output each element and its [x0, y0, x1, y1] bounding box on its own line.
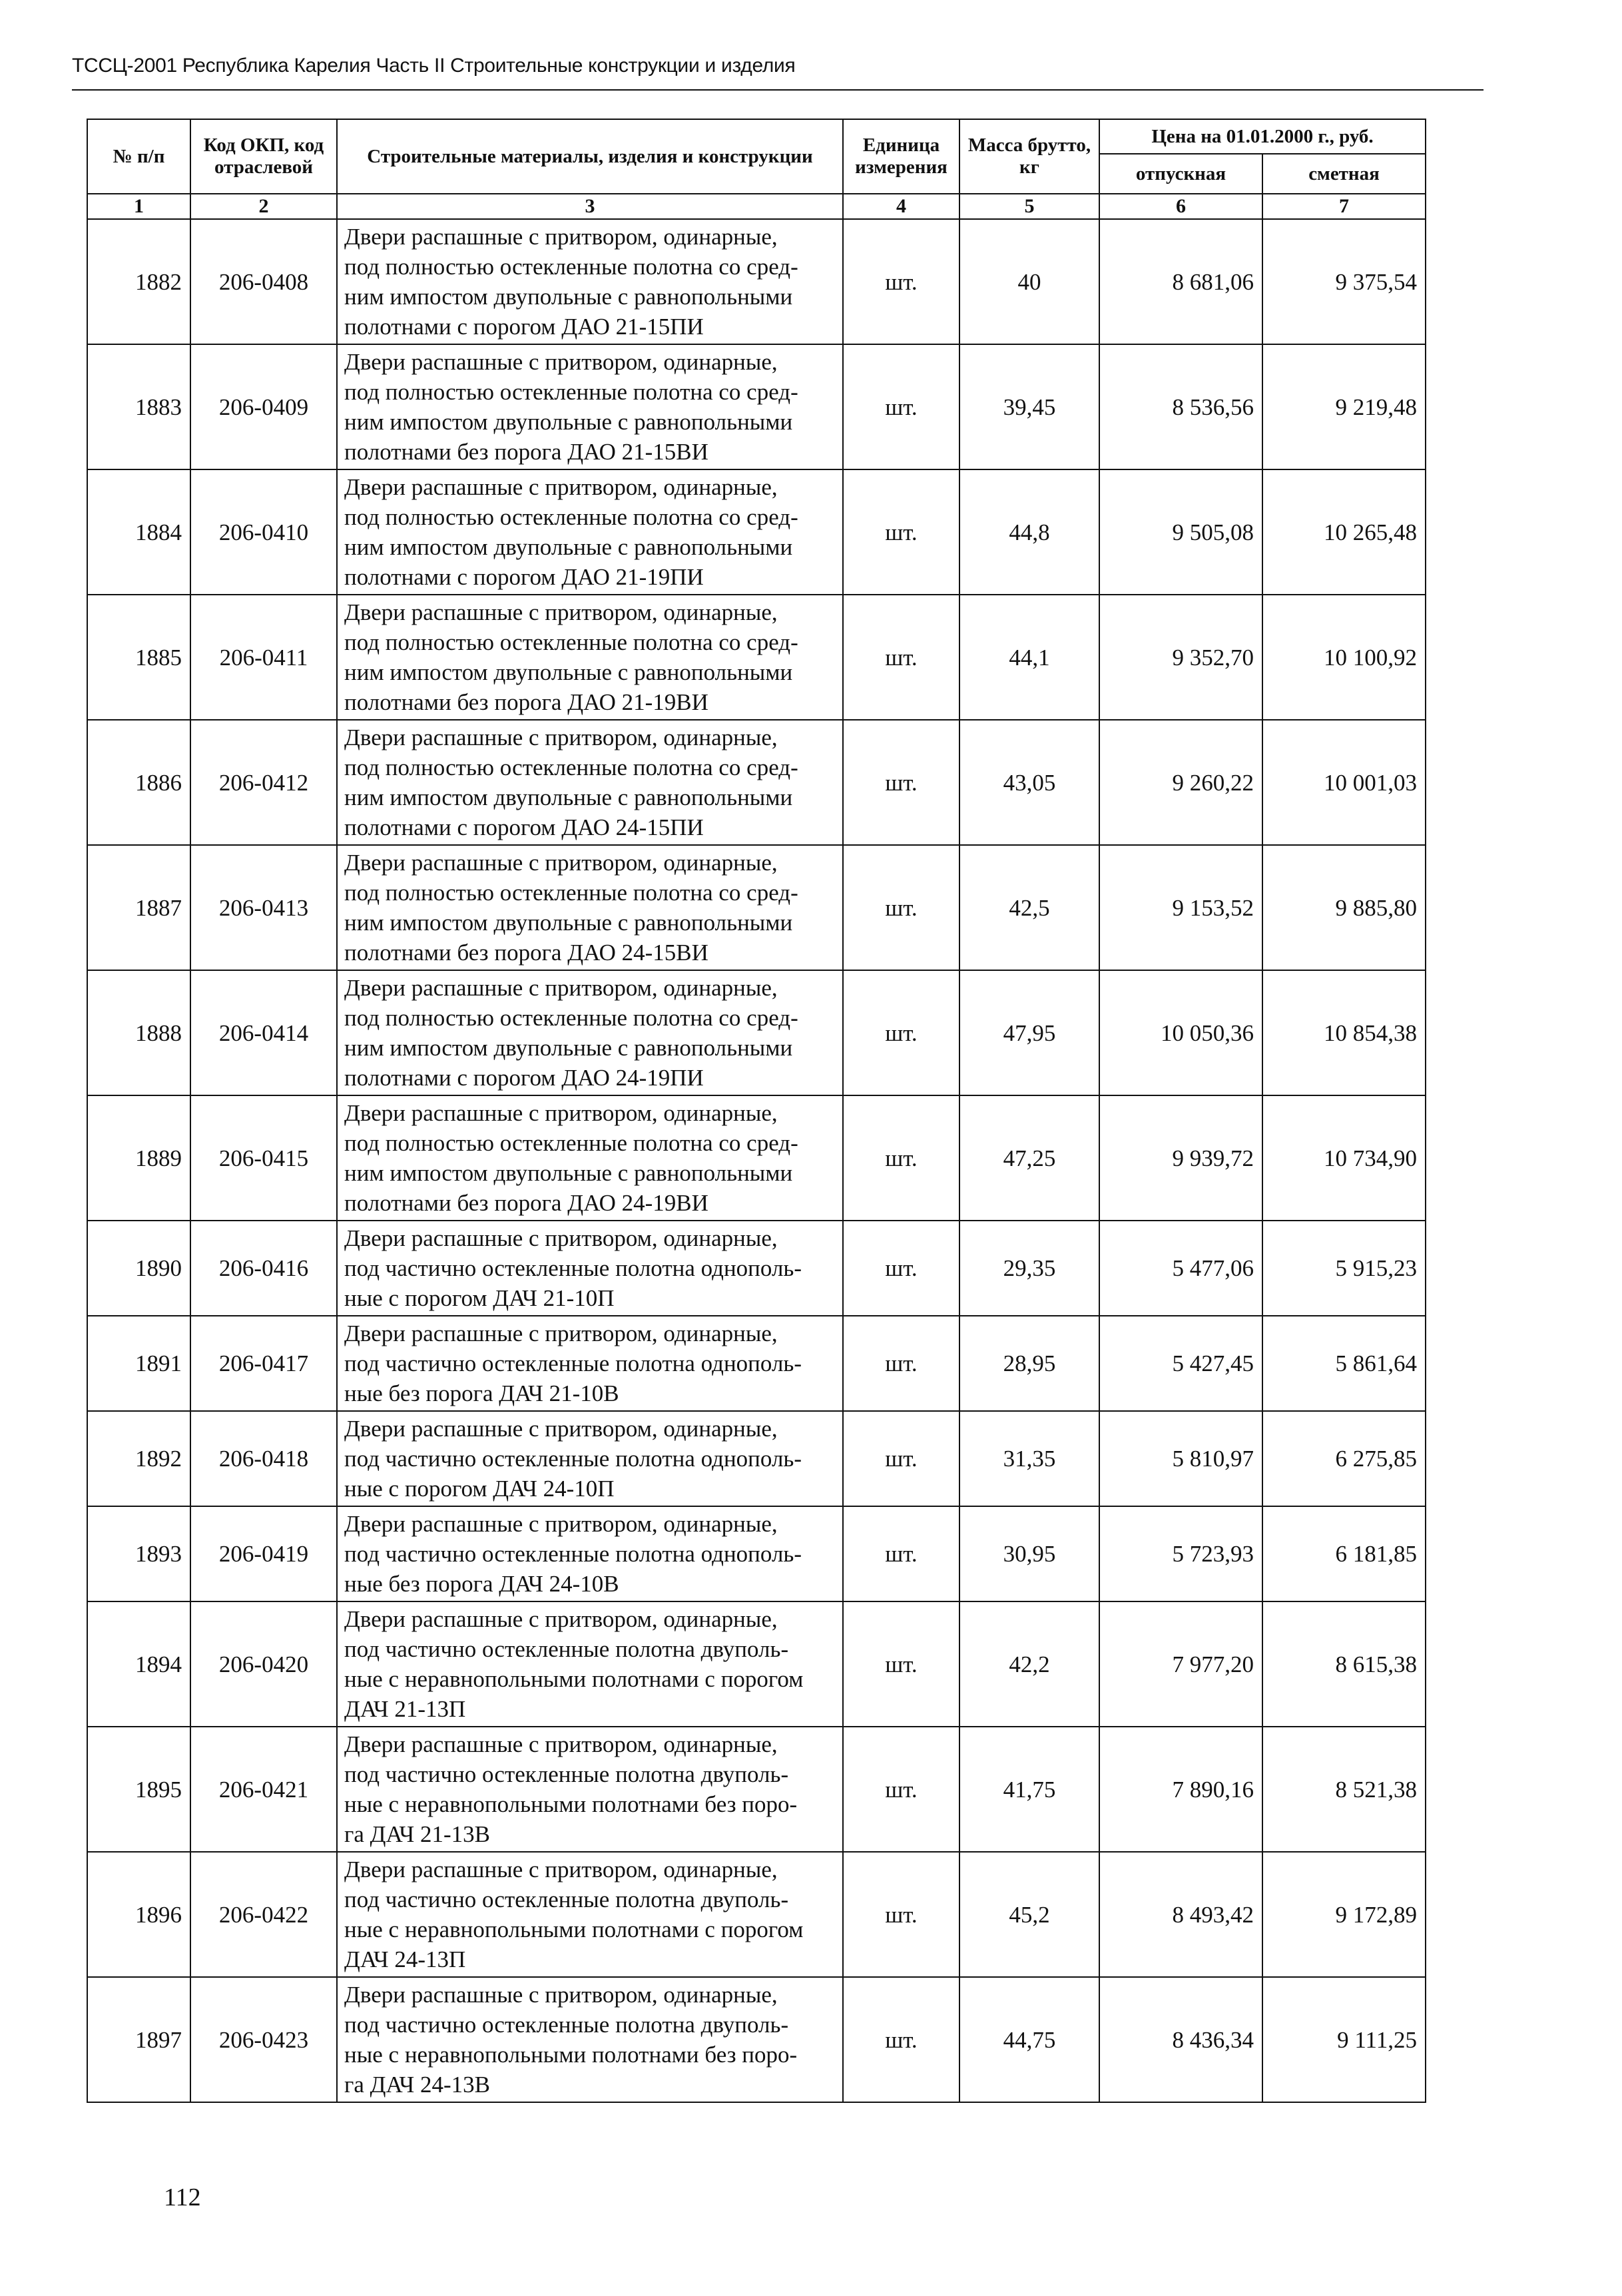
header-divider — [72, 89, 1484, 91]
row-number-cell: 1893 — [87, 1506, 190, 1601]
table-row — [87, 1727, 1426, 1852]
price-estimate-cell: 10 734,90 — [1262, 1095, 1426, 1221]
mass-cell: 42,2 — [959, 1601, 1099, 1727]
price-estimate-cell: 9 375,54 — [1262, 219, 1426, 344]
row-number-cell: 1896 — [87, 1852, 190, 1977]
table-row — [87, 1506, 1426, 1601]
table-row — [87, 219, 1426, 344]
row-number-cell: 1882 — [87, 219, 190, 344]
description-cell: Двери распашные с притвором, одинарные, под полностью остекленные полотна со сред- ним импостом двупольные с равнопольными полотнами с порогом ДАО 21-15ПИ — [337, 219, 843, 344]
okp-code-cell: 206-0408 — [190, 219, 337, 344]
row-number-cell: 1886 — [87, 720, 190, 845]
okp-code-cell: 206-0423 — [190, 1977, 337, 2102]
price-release-cell: 8 436,34 — [1099, 1977, 1262, 2102]
table-row — [87, 720, 1426, 845]
table-row — [87, 1977, 1426, 2102]
mass-cell: 30,95 — [959, 1506, 1099, 1601]
unit-cell: шт. — [843, 1977, 959, 2102]
description-cell: Двери распашные с притвором, одинарные, под полностью остекленные полотна со сред- ним импостом двупольные с равнопольными полотнами без порога ДАО 21-15ВИ — [337, 344, 843, 469]
mass-cell: 42,5 — [959, 845, 1099, 970]
okp-code-cell: 206-0420 — [190, 1601, 337, 1727]
column-header-name: Строительные материалы, изделия и конструкции — [337, 119, 843, 194]
price-release-cell: 8 493,42 — [1099, 1852, 1262, 1977]
price-estimate-cell: 9 111,25 — [1262, 1977, 1426, 2102]
unit-cell: шт. — [843, 1852, 959, 1977]
mass-cell: 45,2 — [959, 1852, 1099, 1977]
price-estimate-cell: 10 100,92 — [1262, 595, 1426, 720]
row-number-cell: 1895 — [87, 1727, 190, 1852]
description-cell: Двери распашные с притвором, одинарные, под частично остекленные полотна двуполь- ные с неравнопольными полотнами с порогом ДАЧ 24-13П — [337, 1852, 843, 1977]
column-header-unit: Единица измерения — [843, 119, 959, 194]
okp-code-cell: 206-0414 — [190, 970, 337, 1095]
price-release-cell: 5 477,06 — [1099, 1221, 1262, 1316]
mass-cell: 44,1 — [959, 595, 1099, 720]
unit-cell: шт. — [843, 1411, 959, 1506]
description-cell: Двери распашные с притвором, одинарные, под частично остекленные полотна двуполь- ные с неравнопольными полотнами с порогом ДАЧ 21-13П — [337, 1601, 843, 1727]
okp-code-cell: 206-0410 — [190, 469, 337, 595]
unit-cell: шт. — [843, 344, 959, 469]
column-number: 3 — [337, 194, 843, 219]
price-estimate-cell: 9 885,80 — [1262, 845, 1426, 970]
unit-cell: шт. — [843, 1095, 959, 1221]
row-number-cell: 1897 — [87, 1977, 190, 2102]
row-number-cell: 1891 — [87, 1316, 190, 1411]
description-cell: Двери распашные с притвором, одинарные, под полностью остекленные полотна со сред- ним импостом двупольные с равнопольными полотнами с порогом ДАО 24-19ПИ — [337, 970, 843, 1095]
description-cell: Двери распашные с притвором, одинарные, под полностью остекленные полотна со сред- ним импостом двупольные с равнопольными полотнами без порога ДАО 21-19ВИ — [337, 595, 843, 720]
price-release-cell: 7 977,20 — [1099, 1601, 1262, 1727]
description-cell: Двери распашные с притвором, одинарные, под частично остекленные полотна однополь- ные с порогом ДАЧ 24-10П — [337, 1411, 843, 1506]
price-release-cell: 10 050,36 — [1099, 970, 1262, 1095]
mass-cell: 44,75 — [959, 1977, 1099, 2102]
description-cell: Двери распашные с притвором, одинарные, под полностью остекленные полотна со сред- ним импостом двупольные с равнопольными полотнами без порога ДАО 24-15ВИ — [337, 845, 843, 970]
column-header-price-release: отпускная — [1099, 154, 1262, 194]
price-estimate-cell: 10 854,38 — [1262, 970, 1426, 1095]
price-release-cell: 8 536,56 — [1099, 344, 1262, 469]
price-release-cell: 9 939,72 — [1099, 1095, 1262, 1221]
table-row — [87, 845, 1426, 970]
okp-code-cell: 206-0412 — [190, 720, 337, 845]
price-release-cell: 5 810,97 — [1099, 1411, 1262, 1506]
column-number: 6 — [1099, 194, 1262, 219]
description-cell: Двери распашные с притвором, одинарные, под частично остекленные полотна двуполь- ные с неравнопольными полотнами без поро- га ДАЧ 24-13В — [337, 1977, 843, 2102]
okp-code-cell: 206-0419 — [190, 1506, 337, 1601]
okp-code-cell: 206-0413 — [190, 845, 337, 970]
row-number-cell: 1888 — [87, 970, 190, 1095]
column-header-num: № п/п — [87, 119, 190, 194]
table-row — [87, 1852, 1426, 1977]
price-estimate-cell: 8 615,38 — [1262, 1601, 1426, 1727]
price-release-cell: 5 427,45 — [1099, 1316, 1262, 1411]
price-release-cell: 7 890,16 — [1099, 1727, 1262, 1852]
table-row — [87, 1411, 1426, 1506]
column-header-price-group: Цена на 01.01.2000 г., руб. — [1099, 119, 1426, 154]
unit-cell: шт. — [843, 1316, 959, 1411]
price-estimate-cell: 9 172,89 — [1262, 1852, 1426, 1977]
column-number-row — [87, 194, 1426, 219]
mass-cell: 39,45 — [959, 344, 1099, 469]
price-estimate-cell: 8 521,38 — [1262, 1727, 1426, 1852]
column-number: 7 — [1262, 194, 1426, 219]
unit-cell: шт. — [843, 845, 959, 970]
description-cell: Двери распашные с притвором, одинарные, под частично остекленные полотна однополь- ные без порога ДАЧ 21-10В — [337, 1316, 843, 1411]
mass-cell: 41,75 — [959, 1727, 1099, 1852]
column-number: 5 — [959, 194, 1099, 219]
row-number-cell: 1890 — [87, 1221, 190, 1316]
mass-cell: 28,95 — [959, 1316, 1099, 1411]
column-number: 1 — [87, 194, 190, 219]
price-estimate-cell: 5 915,23 — [1262, 1221, 1426, 1316]
mass-cell: 29,35 — [959, 1221, 1099, 1316]
column-header-okp-code: Код ОКП, код отраслевой — [190, 119, 337, 194]
unit-cell: шт. — [843, 1601, 959, 1727]
page-header: ТССЦ-2001 Республика Карелия Часть II Строительные конструкции и изделия — [72, 55, 796, 77]
unit-cell: шт. — [843, 595, 959, 720]
row-number-cell: 1887 — [87, 845, 190, 970]
table-row — [87, 469, 1426, 595]
table-row — [87, 344, 1426, 469]
okp-code-cell: 206-0417 — [190, 1316, 337, 1411]
row-number-cell: 1883 — [87, 344, 190, 469]
description-cell: Двери распашные с притвором, одинарные, под частично остекленные полотна однополь- ные без порога ДАЧ 24-10В — [337, 1506, 843, 1601]
row-number-cell: 1889 — [87, 1095, 190, 1221]
table-row — [87, 1095, 1426, 1221]
description-cell: Двери распашные с притвором, одинарные, под полностью остекленные полотна со сред- ним импостом двупольные с равнопольными полотнами с порогом ДАО 21-19ПИ — [337, 469, 843, 595]
okp-code-cell: 206-0421 — [190, 1727, 337, 1852]
price-estimate-cell: 6 275,85 — [1262, 1411, 1426, 1506]
okp-code-cell: 206-0415 — [190, 1095, 337, 1221]
okp-code-cell: 206-0409 — [190, 344, 337, 469]
page-number: 112 — [164, 2183, 201, 2211]
price-table — [87, 119, 1426, 2103]
unit-cell: шт. — [843, 720, 959, 845]
mass-cell: 40 — [959, 219, 1099, 344]
row-number-cell: 1885 — [87, 595, 190, 720]
okp-code-cell: 206-0422 — [190, 1852, 337, 1977]
unit-cell: шт. — [843, 970, 959, 1095]
description-cell: Двери распашные с притвором, одинарные, под частично остекленные полотна однополь- ные с порогом ДАЧ 21-10П — [337, 1221, 843, 1316]
unit-cell: шт. — [843, 1727, 959, 1852]
table-row — [87, 970, 1426, 1095]
mass-cell: 47,95 — [959, 970, 1099, 1095]
column-header-price-estimate: сметная — [1262, 154, 1426, 194]
price-estimate-cell: 10 265,48 — [1262, 469, 1426, 595]
column-number: 4 — [843, 194, 959, 219]
column-number: 2 — [190, 194, 337, 219]
price-release-cell: 9 505,08 — [1099, 469, 1262, 595]
price-estimate-cell: 10 001,03 — [1262, 720, 1426, 845]
price-estimate-cell: 9 219,48 — [1262, 344, 1426, 469]
description-cell: Двери распашные с притвором, одинарные, под полностью остекленные полотна со сред- ним импостом двупольные с равнопольными полотнами без порога ДАО 24-19ВИ — [337, 1095, 843, 1221]
description-cell: Двери распашные с притвором, одинарные, под частично остекленные полотна двуполь- ные с неравнопольными полотнами без поро- га ДАЧ 21-13В — [337, 1727, 843, 1852]
price-estimate-cell: 5 861,64 — [1262, 1316, 1426, 1411]
table-row — [87, 1221, 1426, 1316]
price-release-cell: 9 153,52 — [1099, 845, 1262, 970]
row-number-cell: 1892 — [87, 1411, 190, 1506]
row-number-cell: 1884 — [87, 469, 190, 595]
price-release-cell: 9 260,22 — [1099, 720, 1262, 845]
mass-cell: 31,35 — [959, 1411, 1099, 1506]
okp-code-cell: 206-0416 — [190, 1221, 337, 1316]
table-row — [87, 595, 1426, 720]
unit-cell: шт. — [843, 1506, 959, 1601]
price-release-cell: 5 723,93 — [1099, 1506, 1262, 1601]
row-number-cell: 1894 — [87, 1601, 190, 1727]
okp-code-cell: 206-0411 — [190, 595, 337, 720]
unit-cell: шт. — [843, 1221, 959, 1316]
table-row — [87, 1316, 1426, 1411]
okp-code-cell: 206-0418 — [190, 1411, 337, 1506]
price-release-cell: 9 352,70 — [1099, 595, 1262, 720]
description-cell: Двери распашные с притвором, одинарные, под полностью остекленные полотна со сред- ним импостом двупольные с равнопольными полотнами с порогом ДАО 24-15ПИ — [337, 720, 843, 845]
mass-cell: 47,25 — [959, 1095, 1099, 1221]
mass-cell: 44,8 — [959, 469, 1099, 595]
column-header-mass: Масса брутто, кг — [959, 119, 1099, 194]
unit-cell: шт. — [843, 469, 959, 595]
unit-cell: шт. — [843, 219, 959, 344]
table-row — [87, 1601, 1426, 1727]
price-release-cell: 8 681,06 — [1099, 219, 1262, 344]
mass-cell: 43,05 — [959, 720, 1099, 845]
price-estimate-cell: 6 181,85 — [1262, 1506, 1426, 1601]
